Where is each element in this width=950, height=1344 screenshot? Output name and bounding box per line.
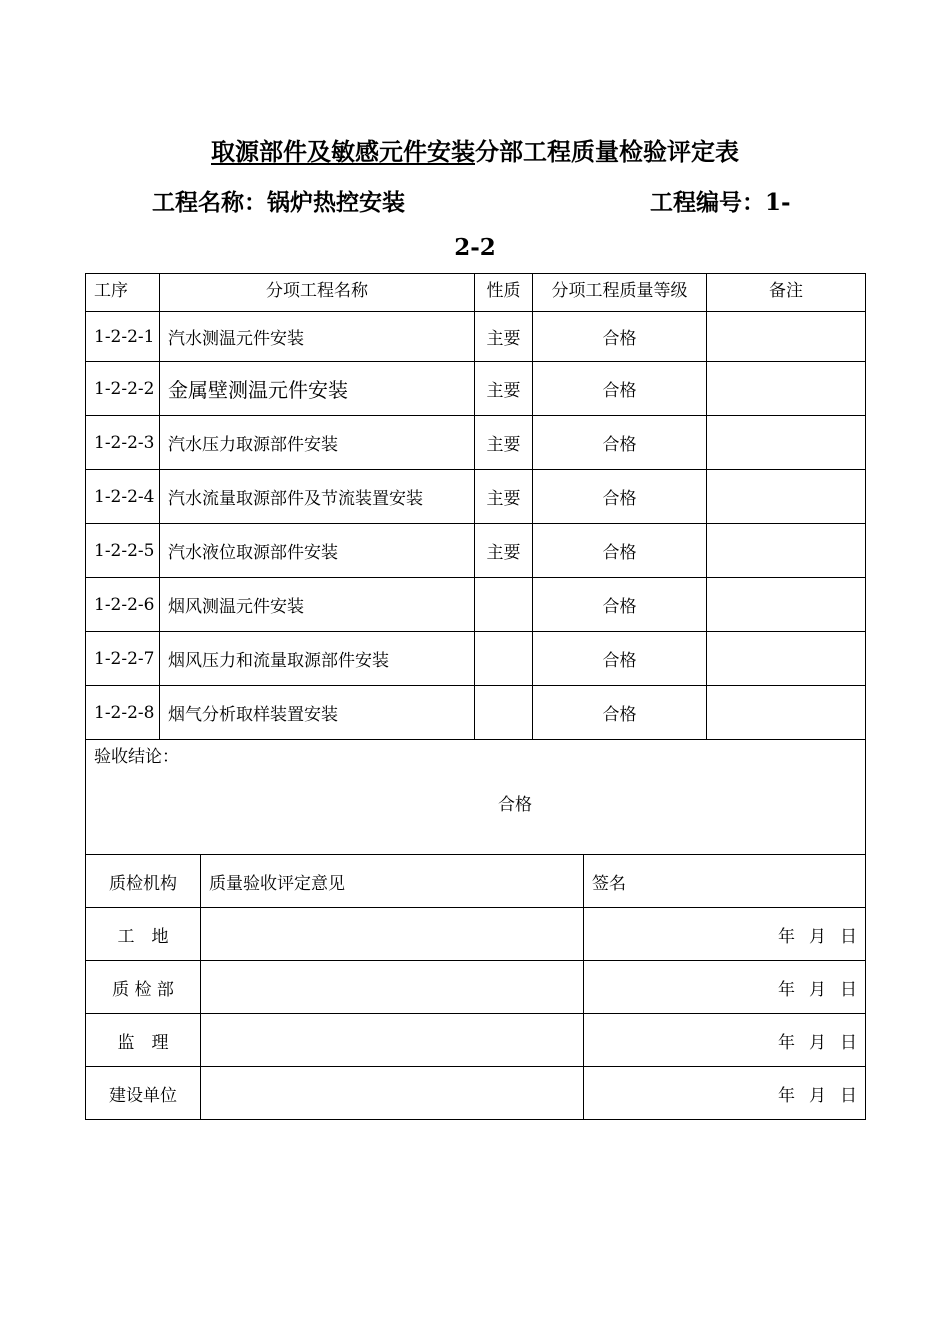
sign-row-date: [584, 1067, 866, 1120]
date-month: 月: [809, 1085, 826, 1106]
date-month: 月: [809, 1032, 826, 1053]
table-row: [86, 470, 866, 524]
date-day: 日: [840, 1032, 857, 1053]
project-code-continued: 2-2: [454, 234, 496, 261]
table-row: [86, 686, 866, 740]
sign-row-org: 监 理: [86, 1014, 201, 1067]
header-step: 工序: [86, 274, 160, 312]
row-item-name: 汽水压力取源部件安装: [160, 416, 475, 470]
date-month: 月: [809, 926, 826, 947]
date-year: 年: [778, 979, 795, 1000]
sign-row: [86, 1014, 866, 1067]
row-remark: [707, 416, 866, 470]
header-remark: 备注: [707, 274, 866, 312]
row-nature: 主要: [475, 524, 533, 578]
page-title: [0, 132, 950, 167]
sign-table: [85, 854, 866, 1120]
sign-row: [86, 961, 866, 1014]
row-remark: [707, 470, 866, 524]
sign-row-date: [584, 1014, 866, 1067]
sign-row-org: 建设单位: [86, 1067, 201, 1120]
table-row: [86, 362, 866, 416]
row-step: 1-2-2-8: [86, 686, 160, 740]
row-item-name: 烟气分析取样装置安装: [160, 686, 475, 740]
conclusion-row: [86, 740, 866, 855]
row-remark: [707, 686, 866, 740]
table-row: [86, 416, 866, 470]
conclusion-cell: [86, 740, 866, 855]
header-item-name: 分项工程名称: [160, 274, 475, 312]
row-item-name: 汽水测温元件安装: [160, 312, 475, 362]
project-code: 工程编号：1-: [650, 189, 791, 216]
row-remark: [707, 362, 866, 416]
row-grade: 合格: [533, 686, 707, 740]
title-underlined-part: 取源部件及敏感元件安装: [211, 137, 475, 166]
sign-header-row: [86, 855, 866, 908]
sign-row-opinion: [201, 961, 584, 1014]
row-nature: 主要: [475, 362, 533, 416]
conclusion-label: 验收结论：: [94, 747, 179, 767]
sign-row: [86, 908, 866, 961]
row-nature: [475, 686, 533, 740]
date-day: 日: [840, 1085, 857, 1106]
row-step: 1-2-2-5: [86, 524, 160, 578]
row-step: 1-2-2-2: [86, 362, 160, 416]
row-grade: 合格: [533, 578, 707, 632]
project-name: 工程名称：锅炉热控安装: [152, 189, 405, 216]
sign-row-date: [584, 908, 866, 961]
row-grade: 合格: [533, 470, 707, 524]
row-item-name: 金属壁测温元件安装: [160, 362, 475, 416]
row-nature: 主要: [475, 470, 533, 524]
row-grade: 合格: [533, 362, 707, 416]
row-item-name: 烟风测温元件安装: [160, 578, 475, 632]
row-nature: 主要: [475, 312, 533, 362]
row-remark: [707, 524, 866, 578]
date-month: 月: [809, 979, 826, 1000]
date-year: 年: [778, 1032, 795, 1053]
row-nature: [475, 578, 533, 632]
sign-row-org: 质 检 部: [86, 961, 201, 1014]
row-step: 1-2-2-3: [86, 416, 160, 470]
sign-row-date: [584, 961, 866, 1014]
date-year: 年: [778, 1085, 795, 1106]
conclusion-value: 合格: [498, 795, 532, 815]
sign-row-opinion: [201, 1014, 584, 1067]
date-day: 日: [840, 979, 857, 1000]
row-grade: 合格: [533, 312, 707, 362]
row-remark: [707, 578, 866, 632]
items-header-row: [86, 274, 866, 312]
sign-row-org: 工 地: [86, 908, 201, 961]
table-row: [86, 524, 866, 578]
row-step: 1-2-2-1: [86, 312, 160, 362]
table-row: [86, 312, 866, 362]
title-rest-part: 分部工程质量检验评定表: [475, 137, 739, 166]
header-opinion: 质量验收评定意见: [201, 855, 584, 908]
row-remark: [707, 632, 866, 686]
table-row: [86, 632, 866, 686]
row-grade: 合格: [533, 632, 707, 686]
row-step: 1-2-2-6: [86, 578, 160, 632]
row-nature: [475, 632, 533, 686]
row-item-name: 烟风压力和流量取源部件安装: [160, 632, 475, 686]
row-item-name: 汽水液位取源部件安装: [160, 524, 475, 578]
table-row: [86, 578, 866, 632]
date-day: 日: [840, 926, 857, 947]
row-remark: [707, 312, 866, 362]
items-table: [85, 273, 866, 855]
row-grade: 合格: [533, 416, 707, 470]
row-nature: 主要: [475, 416, 533, 470]
sign-row: [86, 1067, 866, 1120]
header-grade: 分项工程质量等级: [533, 274, 707, 312]
header-org: 质检机构: [86, 855, 201, 908]
date-year: 年: [778, 926, 795, 947]
header-signature: 签名: [584, 855, 866, 908]
sign-row-opinion: [201, 908, 584, 961]
header-nature: 性质: [475, 274, 533, 312]
sign-row-opinion: [201, 1067, 584, 1120]
row-grade: 合格: [533, 524, 707, 578]
row-item-name: 汽水流量取源部件及节流装置安装: [160, 470, 475, 524]
row-step: 1-2-2-4: [86, 470, 160, 524]
row-step: 1-2-2-7: [86, 632, 160, 686]
